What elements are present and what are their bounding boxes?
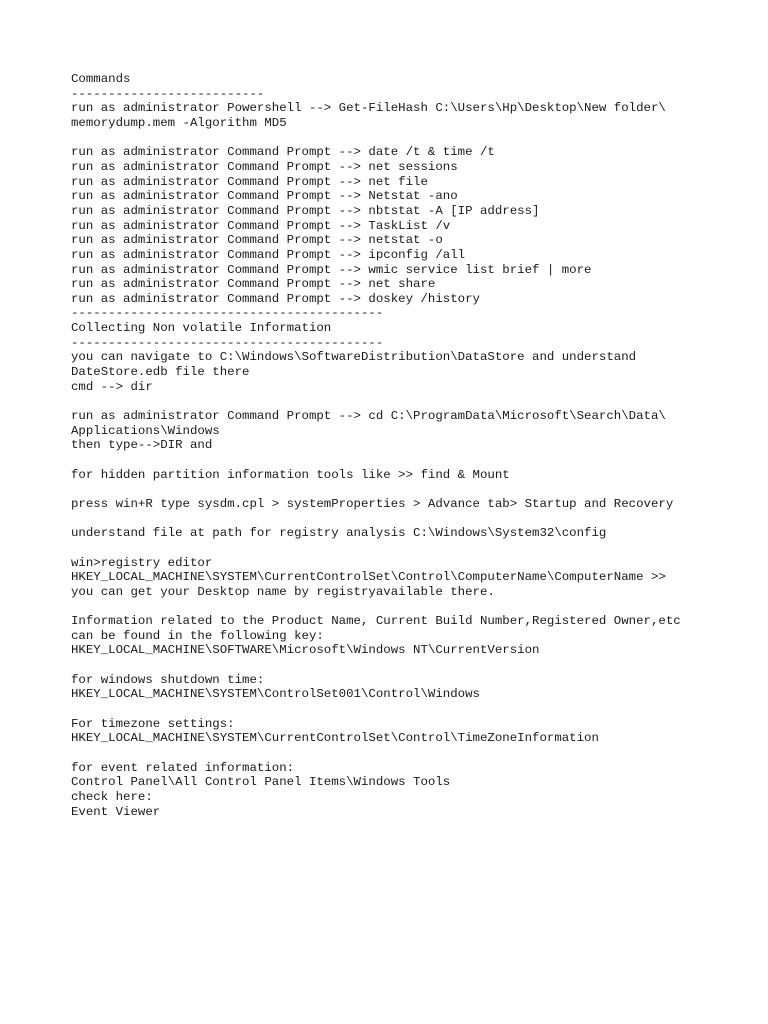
text-line: HKEY_LOCAL_MACHINE\SYSTEM\CurrentControlSet\Control\TimeZoneInformation bbox=[71, 731, 599, 746]
text-line: run as administrator Command Prompt --> Netstat -ano bbox=[71, 189, 458, 204]
text-line: run as administrator Command Prompt --> TaskList /v bbox=[71, 218, 451, 233]
text-line: understand file at path for registry analysis C:\Windows\System32\config bbox=[71, 526, 607, 541]
text-line: ------------------------------------------ bbox=[71, 306, 384, 321]
text-line: then type-->DIR and bbox=[71, 438, 213, 453]
text-line: for event related information: bbox=[71, 760, 295, 775]
text-line: DateStore.edb file there bbox=[71, 365, 250, 380]
text-line: you can get your Desktop name by registryavailable there. bbox=[71, 584, 495, 599]
text-line: for hidden partition information tools like >> find & Mount bbox=[71, 467, 510, 482]
text-line: run as administrator Command Prompt --> cd C:\ProgramData\Microsoft\Search\Data\ bbox=[71, 409, 666, 424]
text-line: memorydump.mem -Algorithm MD5 bbox=[71, 115, 287, 130]
text-line: press win+R type sysdm.cpl > systemProperties > Advance tab> Startup and Recovery bbox=[71, 496, 674, 511]
blank-line bbox=[71, 131, 731, 146]
blank-line bbox=[71, 746, 731, 761]
text-line: run as administrator Command Prompt --> net share bbox=[71, 277, 436, 292]
text-line: cmd --> dir bbox=[71, 379, 153, 394]
blank-line bbox=[71, 600, 731, 615]
text-line: run as administrator Command Prompt --> nbtstat -A [IP address] bbox=[71, 203, 540, 218]
text-line: run as administrator Command Prompt --> netstat -o bbox=[71, 233, 443, 248]
text-line: run as administrator Command Prompt --> ipconfig /all bbox=[71, 247, 466, 262]
text-line: ------------------------------------------ bbox=[71, 335, 384, 350]
text-line: Collecting Non volatile Information bbox=[71, 321, 332, 336]
text-line: check here: bbox=[71, 790, 153, 804]
text-line: For timezone settings: bbox=[71, 716, 235, 731]
blank-line bbox=[71, 658, 731, 673]
text-line: run as administrator Powershell --> Get-FileHash C:\Users\Hp\Desktop\New folder\ bbox=[71, 101, 666, 116]
text-line: Commands bbox=[71, 72, 131, 86]
text-line: Applications\Windows bbox=[71, 423, 220, 438]
text-line: run as administrator Command Prompt --> net file bbox=[71, 174, 428, 189]
text-line: run as administrator Command Prompt --> net sessions bbox=[71, 159, 458, 174]
text-line: for windows shutdown time: bbox=[71, 672, 265, 687]
text-line: you can navigate to C:\Windows\SoftwareDistribution\DataStore and understand bbox=[71, 350, 637, 365]
blank-line bbox=[71, 394, 731, 409]
text-line: run as administrator Command Prompt --> wmic service list brief | more bbox=[71, 262, 592, 277]
document-text bbox=[71, 72, 731, 819]
text-line: win>registry editor bbox=[71, 555, 213, 570]
text-line: HKEY_LOCAL_MACHINE\SYSTEM\ControlSet001\Control\Windows bbox=[71, 687, 480, 702]
text-line: HKEY_LOCAL_MACHINE\SYSTEM\CurrentControlSet\Control\ComputerName\ComputerName >> bbox=[71, 570, 666, 585]
text-line: run as administrator Command Prompt --> doskey /history bbox=[71, 291, 480, 306]
text-line: -------------------------- bbox=[71, 86, 265, 101]
text-line: HKEY_LOCAL_MACHINE\SOFTWARE\Microsoft\Windows NT\CurrentVersion bbox=[71, 643, 540, 658]
blank-line bbox=[71, 541, 731, 556]
text-line: Information related to the Product Name, Current Build Number,Registered Owner,etc bbox=[71, 614, 681, 629]
blank-line bbox=[71, 702, 731, 717]
blank-line bbox=[71, 512, 731, 527]
text-line: can be found in the following key: bbox=[71, 628, 324, 643]
text-line: Control Panel\All Control Panel Items\Windows Tools bbox=[71, 775, 451, 790]
text-line: Event Viewer bbox=[71, 804, 161, 819]
blank-line bbox=[71, 482, 731, 497]
blank-line bbox=[71, 453, 731, 468]
text-line: run as administrator Command Prompt --> date /t & time /t bbox=[71, 145, 495, 160]
